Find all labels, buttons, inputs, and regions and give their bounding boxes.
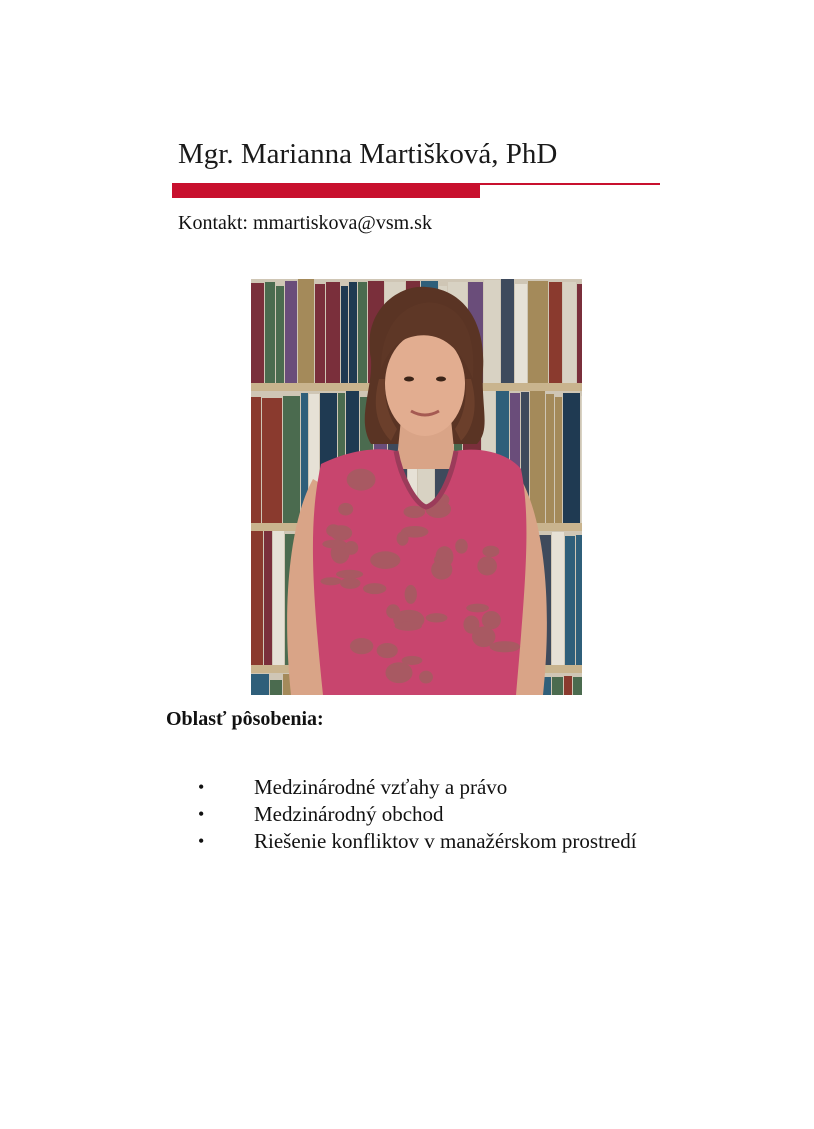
focus-area-list (196, 774, 637, 855)
bullet-icon: • (198, 804, 205, 824)
list-item-label: Medzinárodné vzťahy a právo (254, 775, 508, 799)
contact-email[interactable]: mmartiskova@vsm.sk (253, 212, 432, 234)
list-item (196, 801, 637, 828)
list-item (196, 774, 637, 801)
bullet-icon: • (198, 777, 205, 797)
list-item (196, 828, 637, 855)
accent-rule-thick (172, 184, 480, 198)
list-item-label: Riešenie konfliktov v manažérskom prostredí (254, 829, 637, 853)
contact-label: Kontakt: (178, 212, 248, 234)
bullet-icon: • (198, 831, 205, 851)
contact-line (178, 210, 432, 236)
list-item-label: Medzinárodný obchod (254, 802, 444, 826)
portrait-photo (251, 279, 582, 695)
section-heading: Oblasť pôsobenia: (166, 708, 324, 730)
portrait-photo-icon (251, 279, 582, 695)
person-name: Mgr. Marianna Martišková, PhD (178, 138, 558, 170)
